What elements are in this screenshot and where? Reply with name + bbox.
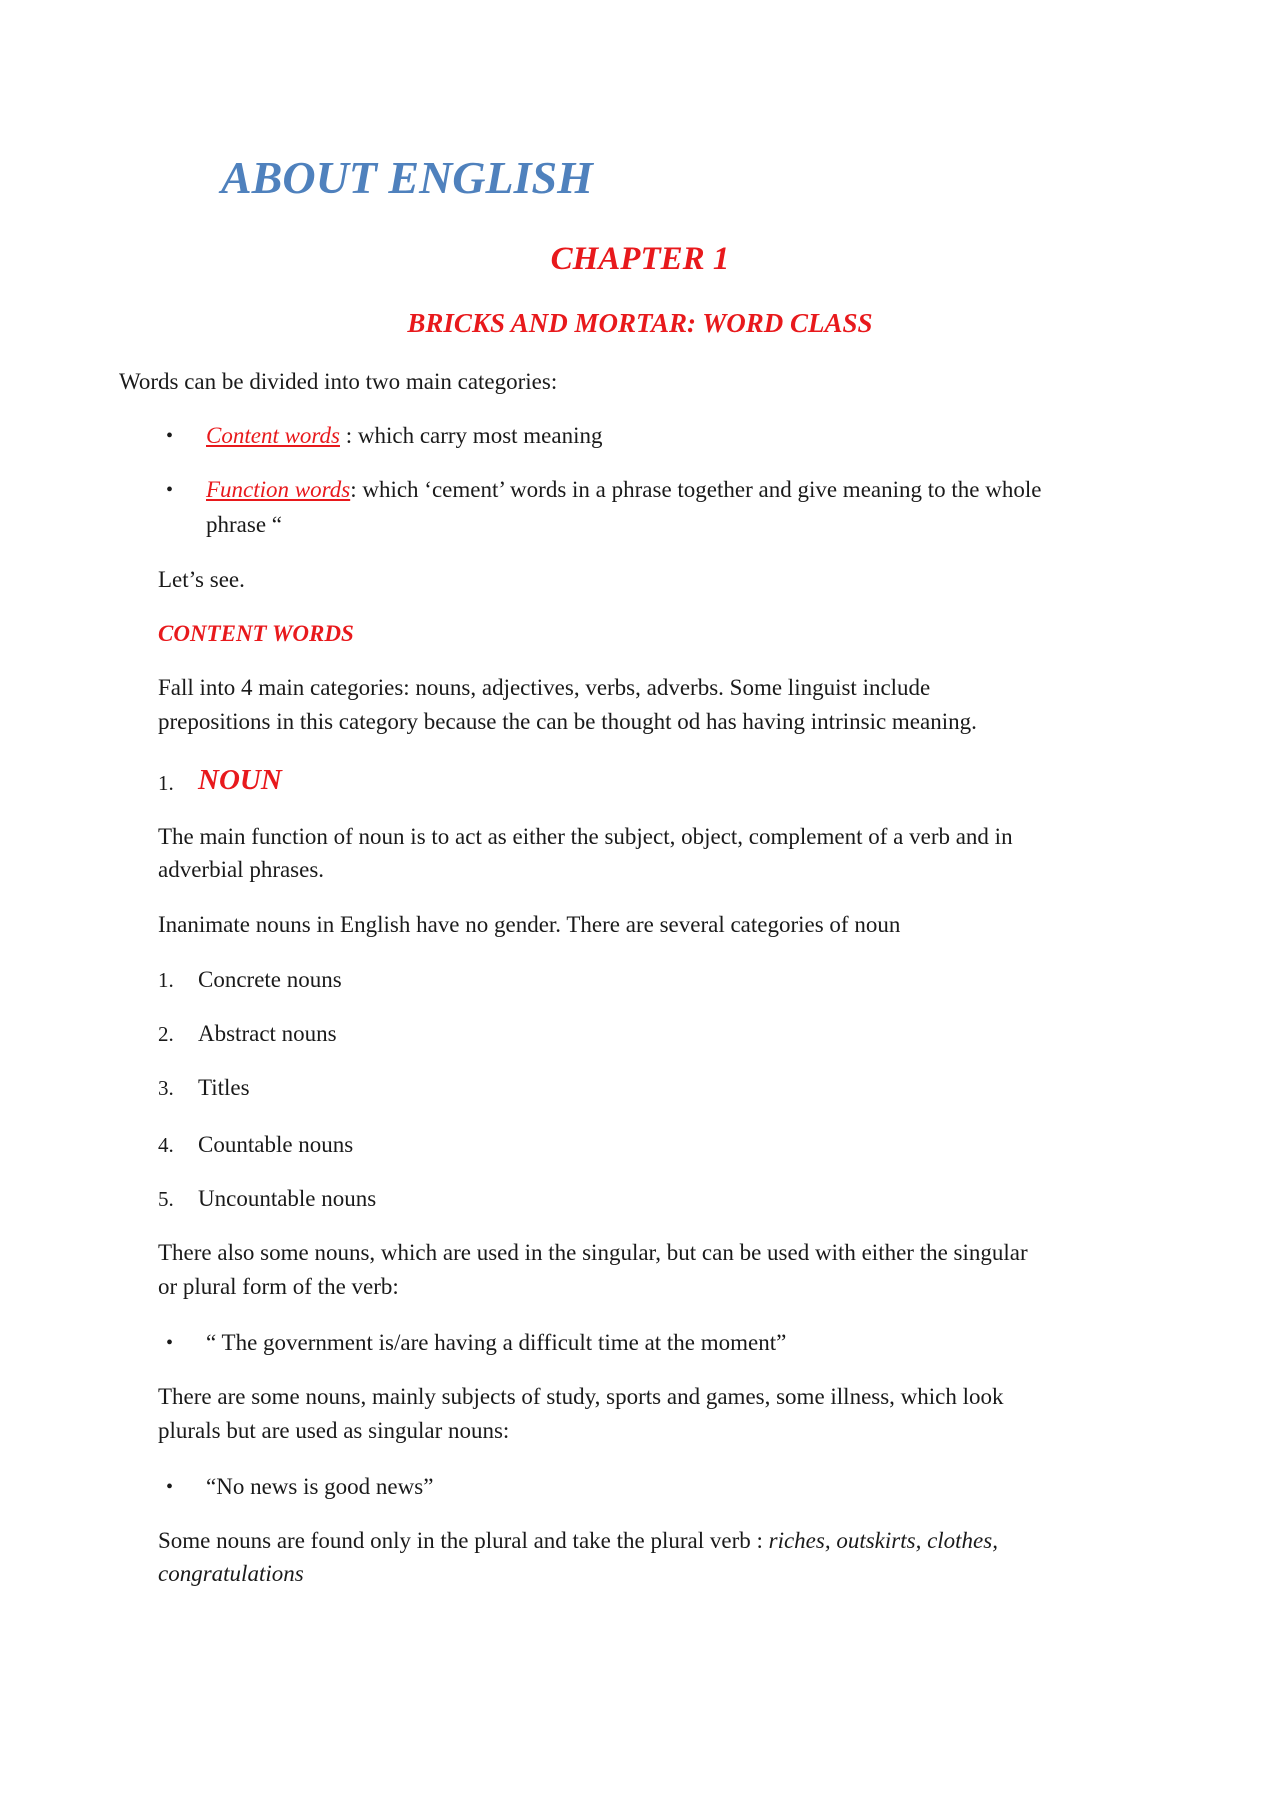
bullet-icon: • xyxy=(166,1332,174,1354)
function-words-link[interactable]: Function words xyxy=(206,477,351,502)
intro-paragraph: Words can be divided into two main categories: xyxy=(119,369,558,394)
example-news: “No news is good news” xyxy=(206,1474,434,1499)
noun-gender-text: Inanimate nouns in English have no gender. There are several categories of noun xyxy=(158,912,901,937)
function-words-desc: : which ‘cement’ words in a phrase together and give meaning to the whole xyxy=(350,477,1042,502)
list-number: 2. xyxy=(158,1022,174,1046)
noun-type-item: Abstract nouns xyxy=(198,1021,337,1046)
plural-look-line1: There are some nouns, mainly subjects of study, sports and games, some illness, which look xyxy=(158,1384,1004,1409)
plural-only-line1 xyxy=(158,1524,998,1558)
plural-look-line2: plurals but are used as singular nouns: xyxy=(158,1418,510,1443)
collective-nouns-line1: There also some nouns, which are used in the singular, but can be used with either the singular xyxy=(158,1240,1028,1265)
document-title: ABOUT ENGLISH xyxy=(221,152,593,203)
noun-type-item: Titles xyxy=(198,1075,250,1100)
noun-function-line2: adverbial phrases. xyxy=(158,857,325,882)
bullet-icon: • xyxy=(166,425,174,447)
content-words-text-line1: Fall into 4 main categories: nouns, adjectives, verbs, adverbs. Some linguist include xyxy=(158,675,931,700)
chapter-heading: CHAPTER 1 xyxy=(550,241,730,277)
content-words-link[interactable]: Content words xyxy=(206,423,340,448)
noun-type-item: Uncountable nouns xyxy=(198,1186,377,1211)
bullet-icon: • xyxy=(166,1476,174,1498)
plural-only-lead: Some nouns are found only in the plural and take the plural verb : xyxy=(158,1528,769,1553)
content-words-text-line2: prepositions in this category because the can be thought od has having intrinsic meaning. xyxy=(158,709,977,734)
plural-only-line2: congratulations xyxy=(158,1561,304,1586)
list-number: 3. xyxy=(158,1076,174,1100)
lets-see-text: Let’s see. xyxy=(158,567,245,592)
noun-section-number: 1. xyxy=(158,771,174,795)
collective-nouns-line2: or plural form of the verb: xyxy=(158,1274,399,1299)
list-number: 5. xyxy=(158,1187,174,1211)
plural-only-examples: riches, outskirts, clothes, xyxy=(768,1528,998,1553)
content-words-desc: : which carry most meaning xyxy=(339,423,603,448)
noun-type-item: Concrete nouns xyxy=(198,967,342,992)
bullet-icon: • xyxy=(166,479,174,501)
content-words-heading: CONTENT WORDS xyxy=(158,621,354,646)
function-words-desc-cont: phrase “ xyxy=(206,512,282,537)
noun-type-item: Countable nouns xyxy=(198,1132,354,1157)
list-number: 4. xyxy=(158,1133,174,1157)
list-number: 1. xyxy=(158,968,174,992)
list-item-content-words xyxy=(206,419,602,453)
example-government: “ The government is/are having a difficult time at the moment” xyxy=(206,1330,787,1355)
chapter-subtitle: BRICKS AND MORTAR: WORD CLASS xyxy=(407,308,873,338)
list-item-function-words xyxy=(206,473,1041,507)
noun-heading: NOUN xyxy=(198,764,282,796)
noun-function-line1: The main function of noun is to act as either the subject, object, complement of a verb and in xyxy=(158,824,1013,849)
